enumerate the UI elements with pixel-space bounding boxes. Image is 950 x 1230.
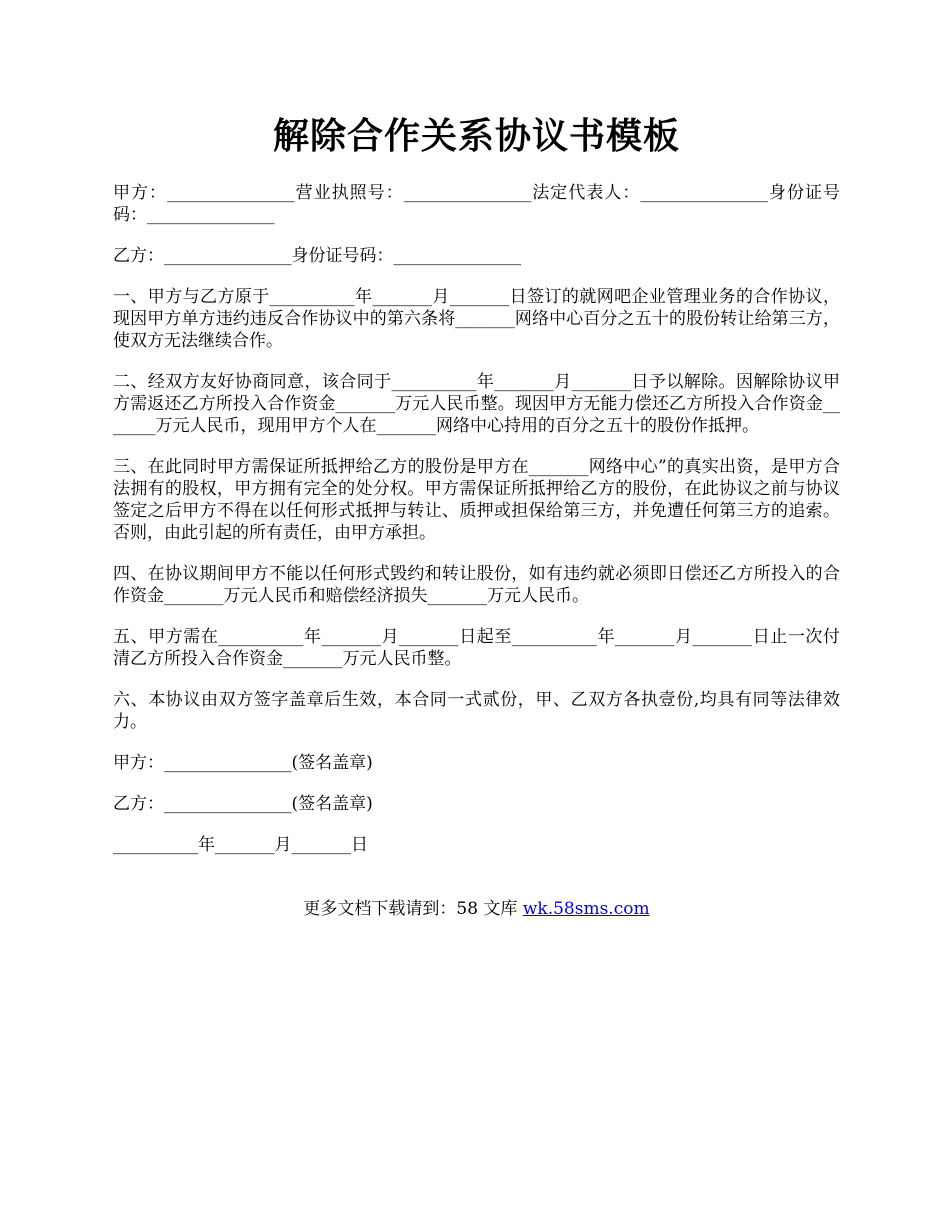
signature-party-a: 甲方：_______________(签名盖章) [113, 753, 373, 773]
clause-1: 一、甲方与乙方原于__________年_______月_______日签订的就网吧企业管理业务的合作协议，现因甲方单方违约违反合作协议中的第六条将_______网络中心百分之五十的股份转让给第三方，使双方无法继续合作。 [113, 287, 840, 351]
clause-3: 三、在此同时甲方需保证所抵押给乙方的股份是甲方在_______网络中心”的真实出资，是甲方合法拥有的股权，甲方拥有完全的处分权。甲方需保证所抵押给乙方的股份，在此协议之前与协议签定之后甲方不得在以任何形式抵押与转让、质押或担保给第三方，并免遭任何第三方的追索。否则，由此引起的所有责任，由甲方承担。 [113, 457, 840, 543]
party-b-info: 乙方：_______________身份证号码：_______________ [113, 246, 521, 266]
footer-link[interactable]: wk.58sms.com [522, 899, 650, 919]
document-page [113, 0, 840, 856]
clause-4: 四、在协议期间甲方不能以任何形式毁约和转让股份，如有违约就必须即日偿还乙方所投入的合作资金_______万元人民币和赔偿经济损失_______万元人民币。 [113, 564, 840, 606]
clause-2: 二、经双方友好协商同意，该合同于__________年_______月_______日予以解除。因解除协议甲方需返还乙方所投入合作资金_______万元人民币整。现因甲方无能力偿还乙方所投入合作资金_______万元人民币，现用甲方个人在_______网络中心持用的百分之五十的股份作抵押。 [113, 372, 840, 436]
footer [113, 898, 840, 920]
signature-date: __________年_______月_______日 [113, 835, 368, 855]
signature-party-b: 乙方：_______________(签名盖章) [113, 794, 373, 814]
clause-5: 五、甲方需在__________年_______月_______日起至__________年_______月_______日止一次付清乙方所投入合作资金_______万元人民币整。 [113, 627, 840, 669]
party-a-info: 甲方：_______________营业执照号：_______________法定代表人：_______________身份证号码：_______________ [113, 183, 840, 225]
clause-6: 六、本协议由双方签字盖章后生效，本合同一式贰份，甲、乙双方各执壹份,均具有同等法律效力。 [113, 690, 840, 732]
footer-text: 更多文档下载请到：58 文库 [303, 899, 523, 919]
document-title: 解除合作关系协议书模板 [272, 115, 680, 157]
